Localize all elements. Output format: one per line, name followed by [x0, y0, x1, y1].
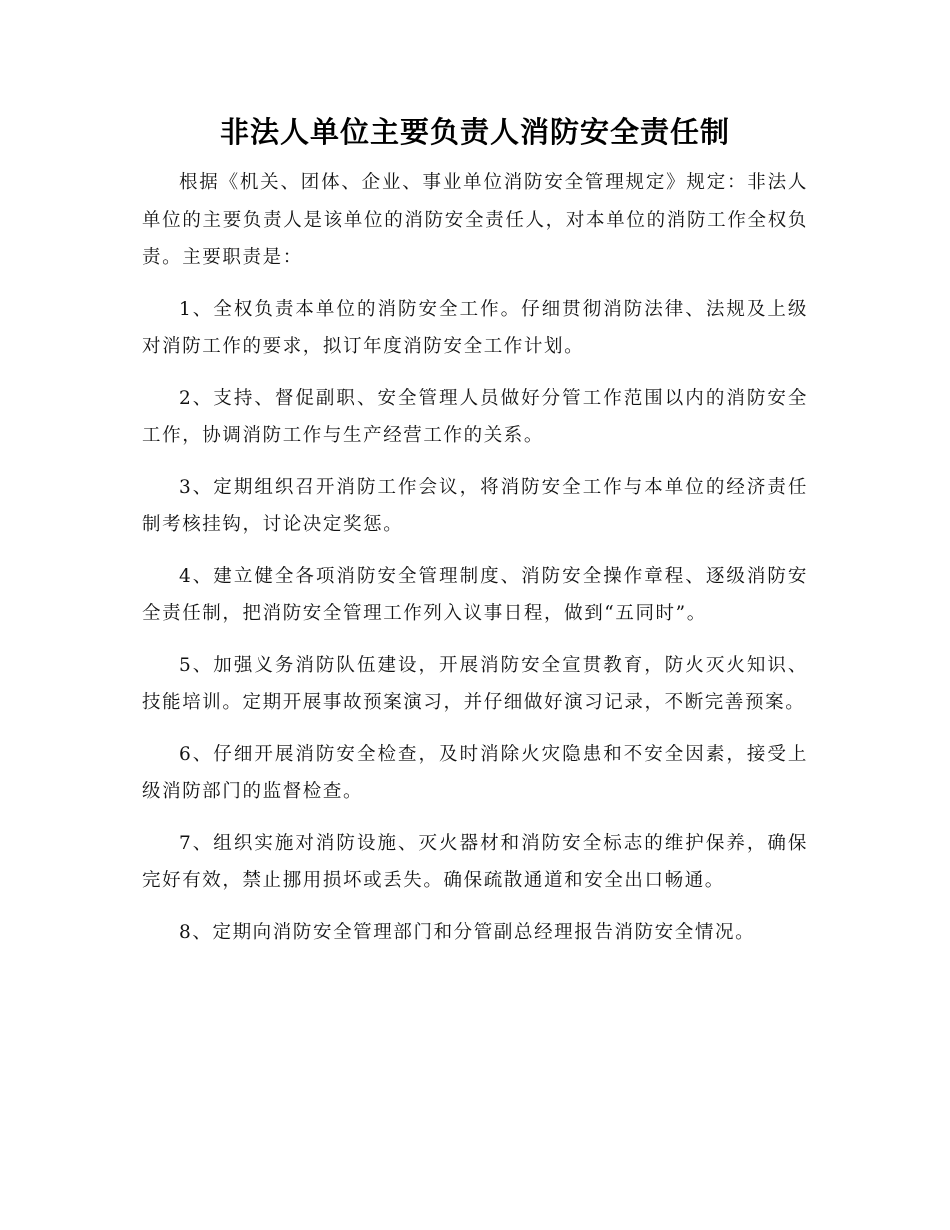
duty-item-7: 7、组织实施对消防设施、灭火器材和消防安全标志的维护保养，确保完好有效，禁止挪用损坏或丢失。确保疏散通道和安全出口畅通。: [142, 832, 808, 891]
duty-item-4: 4、建立健全各项消防安全管理制度、消防安全操作章程、逐级消防安全责任制，把消防安全管理工作列入议事日程，做到“五同时”。: [142, 565, 808, 624]
duty-item-8: 8、定期向消防安全管理部门和分管副总经理报告消防安全情况。: [179, 921, 756, 943]
duty-item-6: 6、仔细开展消防安全检查，及时消除火灾隐患和不安全因素，接受上级消防部门的监督检查。: [142, 743, 808, 802]
intro-paragraph: 根据《机关、团体、企业、事业单位消防安全管理规定》规定：非法人单位的主要负责人是该单位的消防安全责任人，对本单位的消防工作全权负责。主要职责是：: [142, 172, 808, 268]
document-body: [142, 110, 808, 951]
duty-item-1: 1、全权负责本单位的消防安全工作。仔细贯彻消防法律、法规及上级对消防工作的要求，拟订年度消防安全工作计划。: [142, 298, 808, 357]
duty-item-2: 2、支持、督促副职、安全管理人员做好分管工作范围以内的消防安全工作，协调消防工作与生产经营工作的关系。: [142, 387, 808, 446]
duty-item-3: 3、定期组织召开消防工作会议，将消防安全工作与本单位的经济责任制考核挂钩，讨论决定奖惩。: [142, 476, 808, 535]
duty-item-5: 5、加强义务消防队伍建设，开展消防安全宣贯教育，防火灭火知识、技能培训。定期开展事故预案演习，并仔细做好演习记录，不断完善预案。: [142, 654, 808, 713]
document-title: 非法人单位主要负责人消防安全责任制: [219, 115, 730, 149]
